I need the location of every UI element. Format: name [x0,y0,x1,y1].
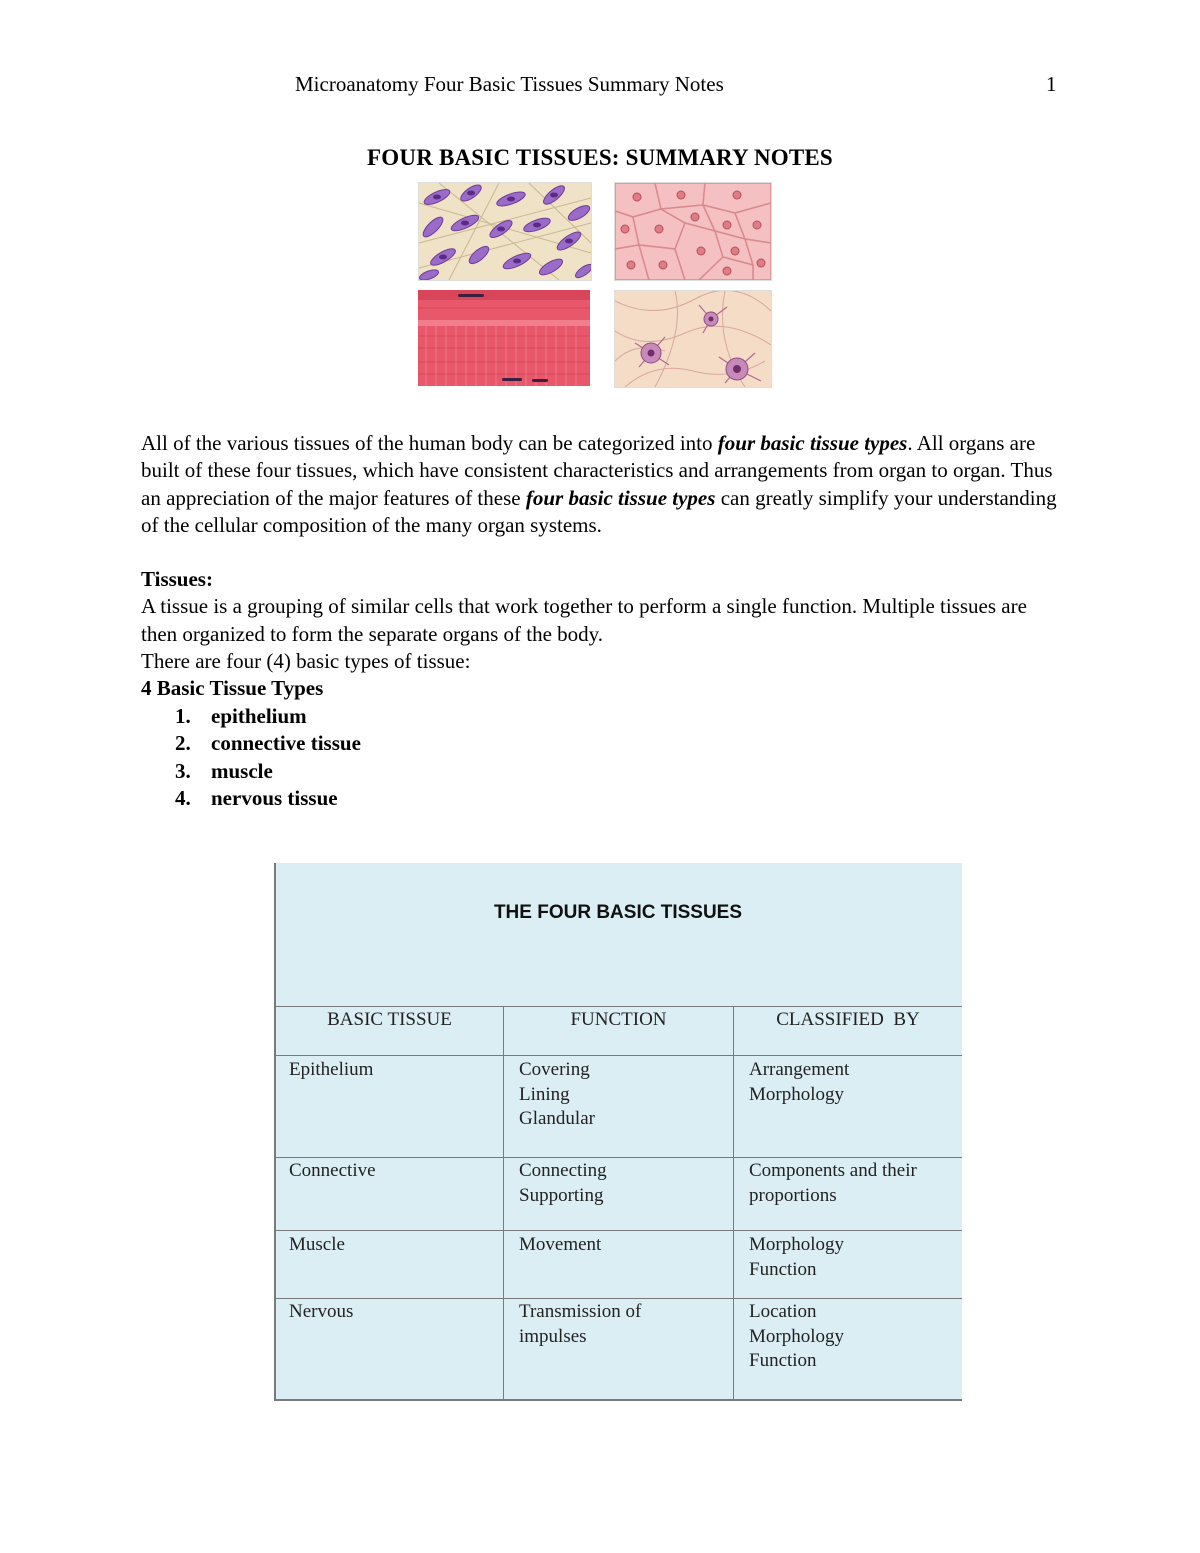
list-item-label: nervous tissue [211,785,338,810]
table-rule [274,1230,962,1231]
table-cell-function [519,1159,607,1208]
cell-line: Function [749,1258,817,1280]
list-item [175,730,361,757]
table-rule [274,1157,962,1158]
running-header: Microanatomy Four Basic Tissues Summary Notes [295,72,724,96]
list-item [175,703,361,730]
cell-line: Arrangement [749,1059,850,1080]
table-rule [274,1298,962,1299]
cell-line: Location [749,1301,817,1322]
intro-text-2: . All organs are built of these four tissues, which have consistent characteristics and arrangements from organ to organ. Thus an appreciation of the major features of these [141,431,1053,510]
table-border-left [274,863,276,1401]
table-cell-tissue: Epithelium [289,1059,374,1080]
table-cell-function [519,1233,601,1258]
column-header-classified-by: CLASSIFIED BY [776,1009,920,1030]
nervous-tissue-image [614,290,772,388]
cell-line: Connecting [519,1160,607,1181]
intro-emphasis-1: four basic tissue types [717,431,908,455]
muscle-image [418,290,590,386]
list-item-number: 2. [175,731,191,756]
table-column-rule [503,1006,504,1401]
cell-line: Function [749,1350,817,1371]
cell-line: proportions [749,1184,837,1206]
cell-line: Covering [519,1059,590,1080]
connective-tissue-image [418,182,592,281]
list-item-number: 4. [175,785,191,810]
table-cell-tissue: Muscle [289,1234,345,1255]
cell-line: Components and their [749,1160,917,1181]
table-rule [274,1055,962,1056]
intro-paragraph [141,430,1066,539]
cell-line: Lining [519,1083,570,1105]
table-cell-tissue: Nervous [289,1301,354,1322]
column-header-function: FUNCTION [570,1009,667,1030]
intro-emphasis-2: four basic tissue types [525,485,716,510]
table-cell-tissue: Connective [289,1160,376,1181]
cell-line: Morphology [749,1083,844,1105]
cell-line: Morphology [749,1234,844,1255]
list-item-label: connective tissue [211,731,361,756]
list-item-label: epithelium [211,704,307,728]
list-item [175,758,361,785]
cell-line: Movement [519,1234,602,1255]
page-title: FOUR BASIC TISSUES: SUMMARY NOTES [367,145,833,170]
list-item-label: muscle [211,758,273,783]
cell-line: Transmission of [519,1301,642,1322]
table-rule [274,1006,962,1007]
tissues-heading: Tissues: [141,567,213,591]
list-item [175,785,361,812]
table-cell-classified-by [749,1300,844,1374]
table-cell-classified-by [749,1058,849,1107]
tissue-definition: A tissue is a grouping of similar cells that work together to perform a single function. Multiple tissues are then organized to form the separate organs of the body. [141,594,1027,646]
table-cell-classified-by [749,1233,844,1282]
table-cell-classified-by [749,1159,917,1208]
four-basic-tissues-table [274,863,962,1401]
table-title: THE FOUR BASIC TISSUES [493,902,743,923]
column-header-basic-tissue: BASIC TISSUE [327,1009,452,1030]
list-item-number: 3. [175,758,191,783]
intro-text-1: All of the various tissues of the human body can be categorized into [141,431,718,455]
tissue-types-list [175,703,361,812]
cell-line: Morphology [749,1325,844,1347]
cell-line: Supporting [519,1184,604,1206]
epithelium-image [614,182,772,281]
cell-line: impulses [519,1325,587,1347]
tissue-types-lead-in: There are four (4) basic types of tissue: [141,648,471,673]
cell-line: Glandular [519,1108,595,1129]
tissues-section [141,566,1066,702]
page-number: 1 [1046,72,1057,96]
table-border-bottom [274,1399,962,1401]
table-cell-function [519,1300,641,1349]
intro-text-3: can greatly simplify your understanding of the cellular composition of the many organ systems. [141,485,1057,537]
tissue-micrograph-figure [418,182,774,388]
table-column-rule [733,1006,734,1401]
tissue-types-heading: 4 Basic Tissue Types [141,676,324,701]
table-cell-function [519,1058,595,1132]
list-item-number: 1. [175,704,191,728]
